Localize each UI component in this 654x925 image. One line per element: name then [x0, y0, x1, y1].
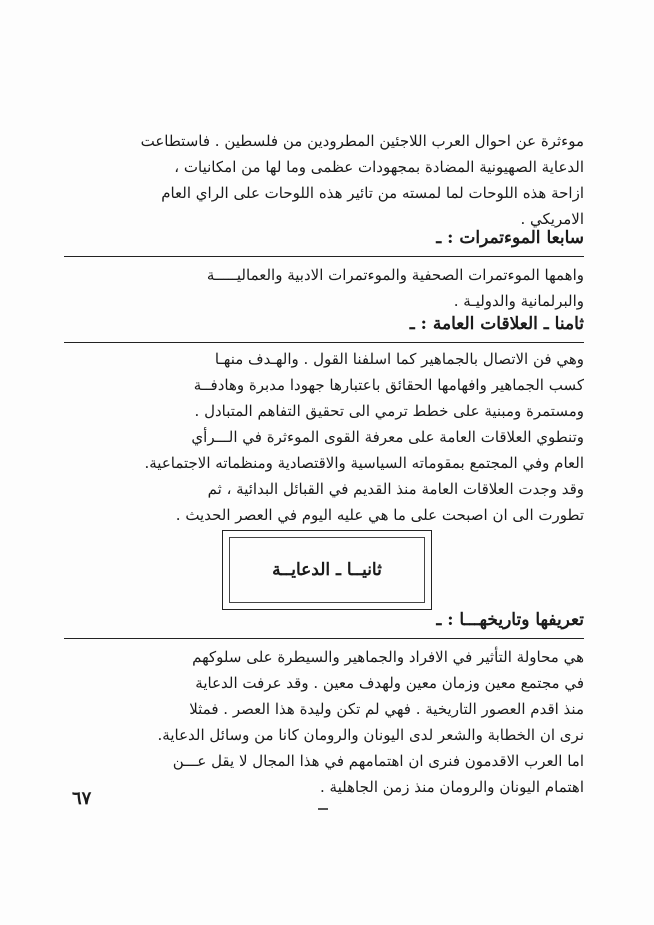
text-line: كسب الجماهير وافهامها الحقائق باعتبارها جهودا مدبرة وهادفــة — [193, 376, 584, 394]
text-line: موءثرة عن احوال العرب اللاجئين المطرودين من فلسطين . فاستطاعت — [140, 132, 584, 150]
section-heading-definition: تعريفها وتاريخهـــا : ـ — [436, 610, 584, 630]
text-line: في مجتمع معين وزمان معين ولهدف معين . وقد عرفت الدعاية — [195, 674, 584, 692]
print-mark — [318, 808, 328, 810]
text-line: وهي فن الاتصال بالجماهير كما اسلفنا القول . والهـدف منهـا — [214, 350, 584, 368]
text-line: اهتمام اليونان والرومان منذ زمن الجاهلية . — [320, 778, 584, 796]
section-divider — [64, 256, 584, 257]
text-line: وقد وجدت العلاقات العامة منذ القديم في القبائل البدائية ، ثم — [207, 480, 584, 498]
text-line: وتنطوي العلاقات العامة على معرفة القوى الموءثرة في الـــرأي — [191, 428, 584, 446]
section-heading-public-relations: ثامنا ـ العلاقات العامة : ـ — [409, 314, 584, 334]
intro-paragraph — [64, 128, 584, 232]
text-line: اما العرب الاقدمون فنرى ان اهتمامهم في هذا المجال لا يقل عـــن — [172, 752, 584, 770]
definition-paragraph — [64, 644, 584, 800]
text-line: هي محاولة التأثير في الافراد والجماهير والسيطرة على سلوكهم — [192, 648, 584, 666]
text-line: ازاحة هذه اللوحات لما لمسته من تائير هذه اللوحات على الراي العام — [161, 184, 584, 202]
text-line: الدعاية الصهيونية المضادة بمجهودات عظمى وما لها من امكانيات ، — [174, 158, 584, 176]
text-line: والبرلمانية والدوليـة . — [453, 292, 584, 310]
section-divider — [64, 638, 584, 639]
text-line: ومستمرة ومبنية على خطط ترمي الى تحقيق التفاهم المتبادل . — [194, 402, 584, 420]
chapter-title: ثانيــا ـ الدعايــة — [272, 560, 382, 580]
conferences-paragraph — [64, 262, 584, 314]
text-line: واهمها الموءتمرات الصحفية والموءتمرات الادبية والعماليـــــة — [206, 266, 584, 284]
text-line: نرى ان الخطابة والشعر لدى اليونان والرومان كانا من وسائل الدعاية. — [157, 726, 584, 744]
public-relations-paragraph — [64, 346, 584, 528]
text-line: الامريكي . — [520, 210, 584, 228]
section-heading-conferences: سابعا الموءتمرات : ـ — [436, 228, 584, 248]
page-number: ٦٧ — [72, 788, 92, 809]
section-divider — [64, 342, 584, 343]
text-line: منذ اقدم العصور التاريخية . فهي لم تكن وليدة هذا العصر . فمثلا — [189, 700, 584, 718]
chapter-title-inner-frame — [229, 537, 425, 603]
text-line: تطورت الى ان اصبحت على ما هي عليه اليوم في العصر الحديث . — [175, 506, 584, 524]
chapter-title-box — [222, 530, 432, 610]
text-line: العام وفي المجتمع بمقوماته السياسية والاقتصادية ومنظماته الاجتماعية. — [144, 454, 584, 472]
